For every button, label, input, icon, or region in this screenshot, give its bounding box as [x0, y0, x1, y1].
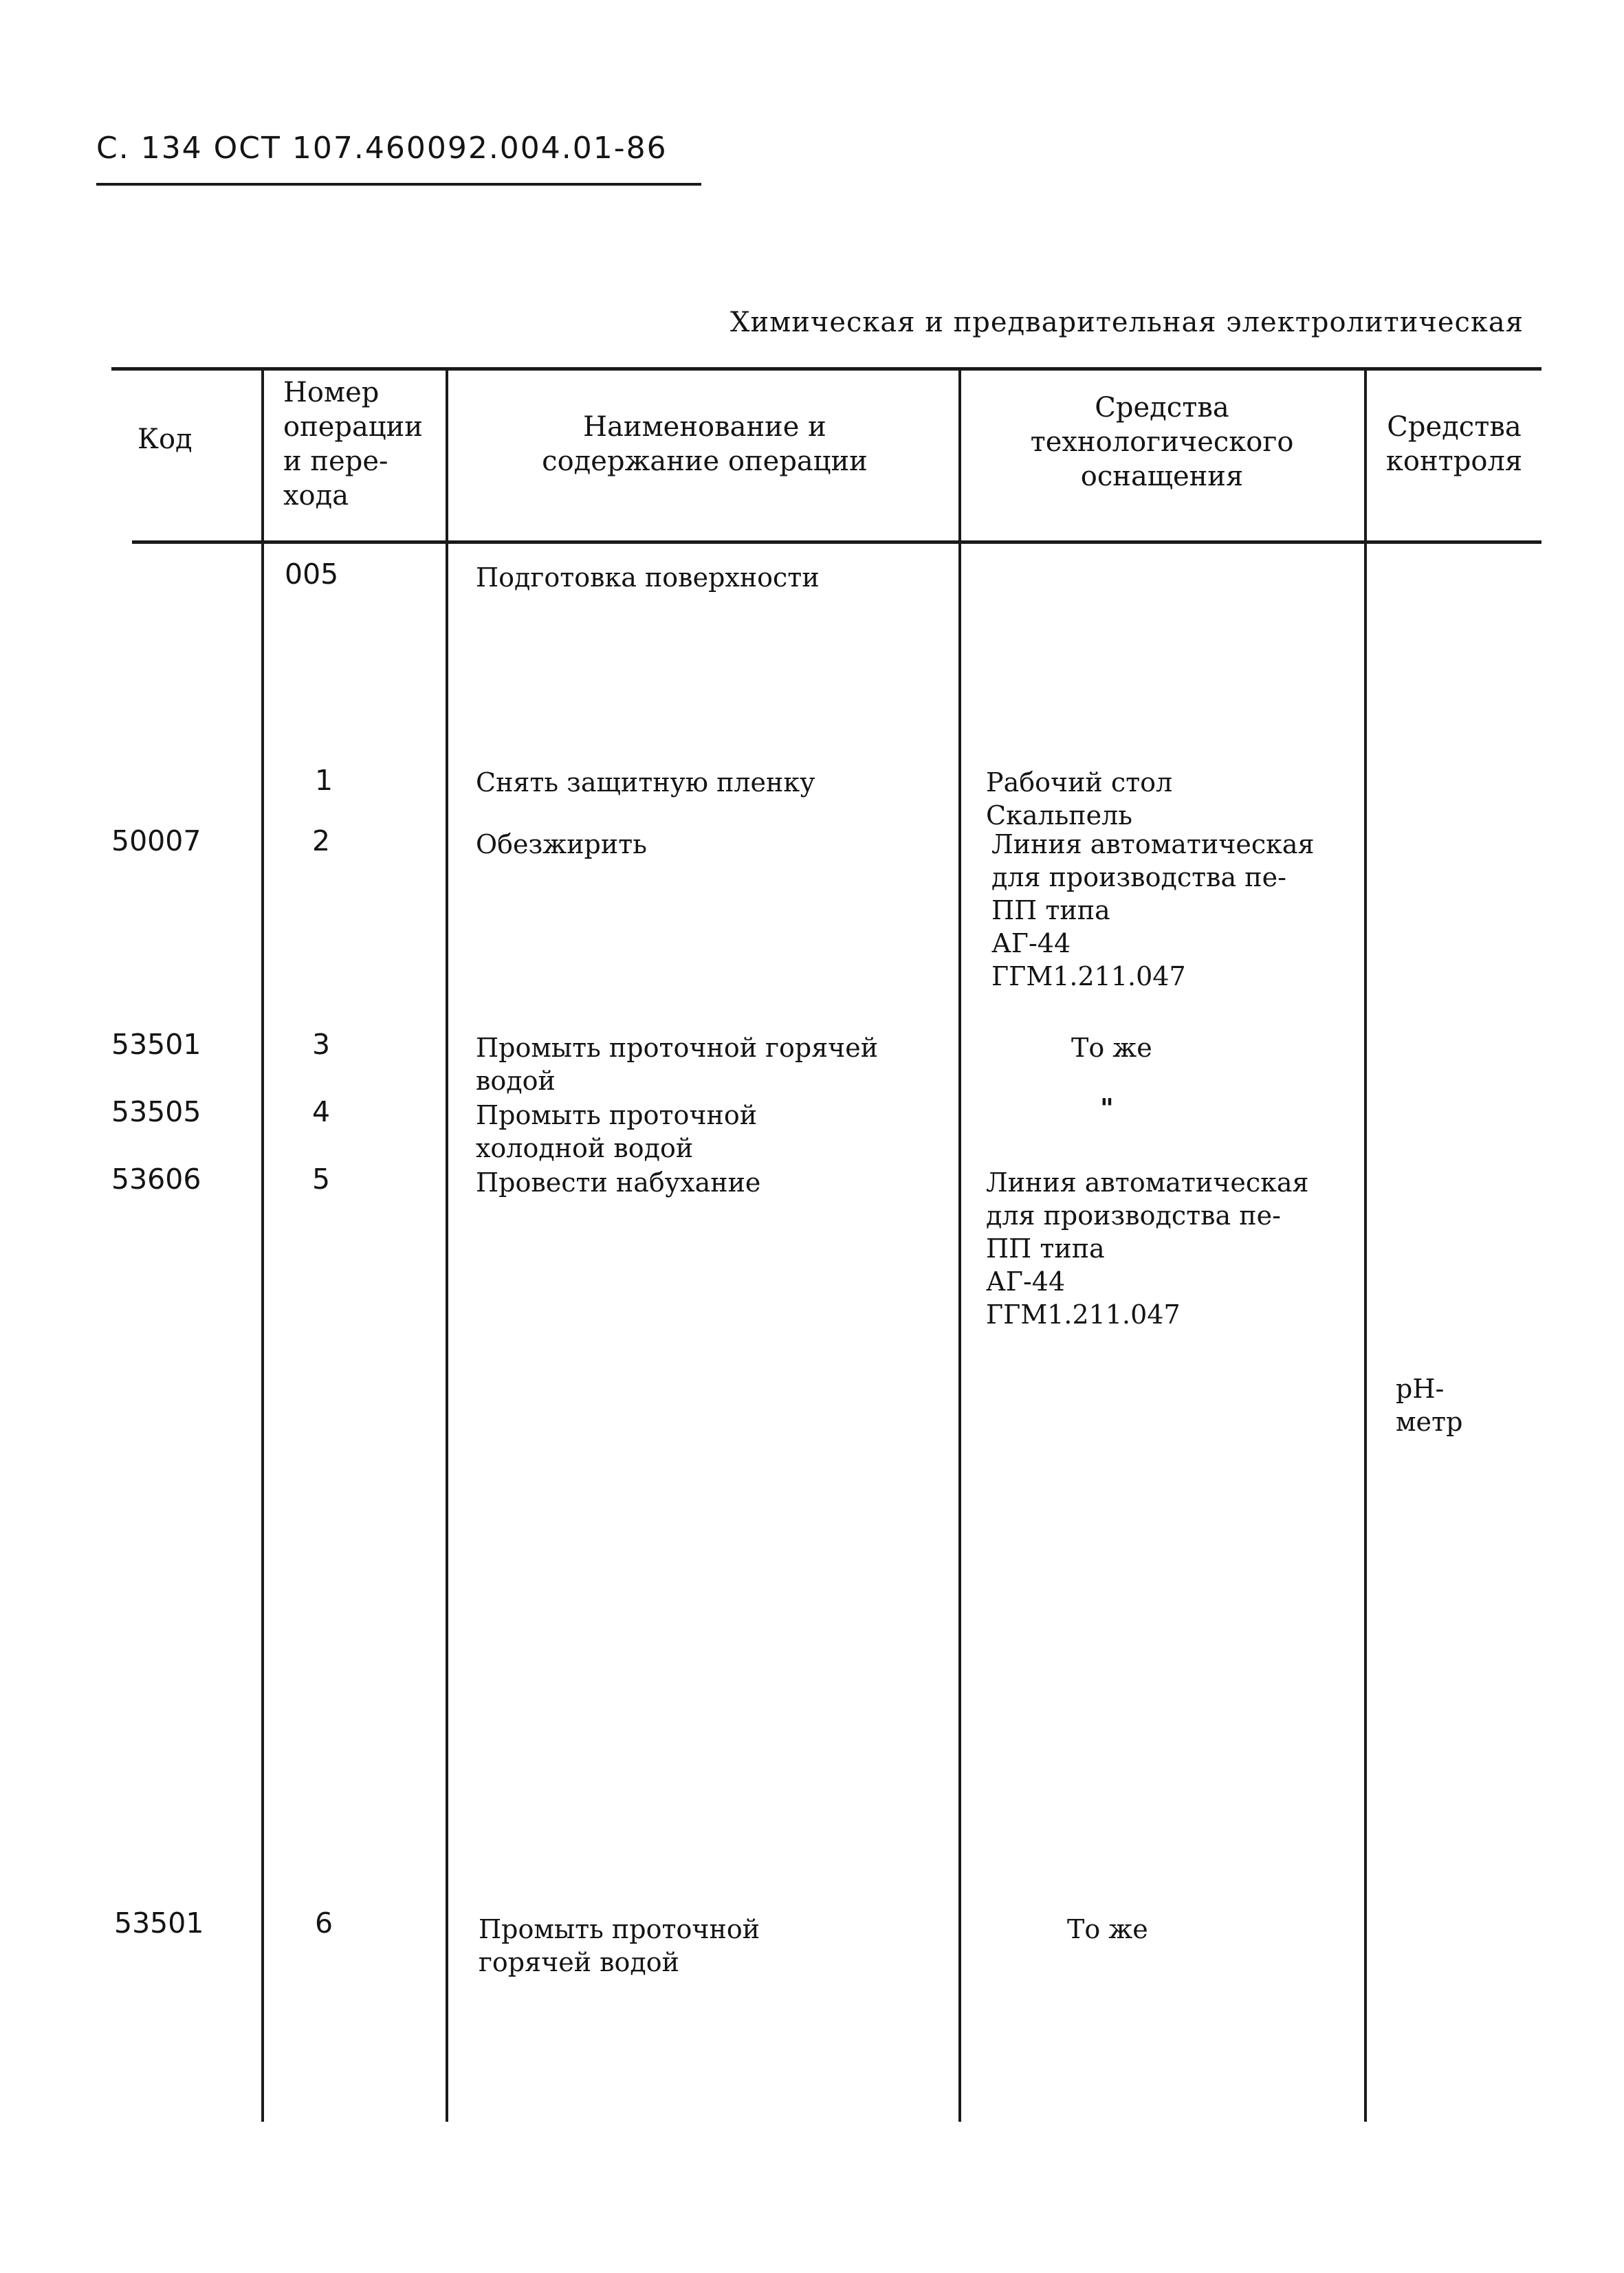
- row-operation-name: Провести набухание: [476, 1167, 761, 1198]
- row-control: pH- метр: [1396, 1374, 1463, 1437]
- row-operation-name: Снять защитную пленку: [476, 767, 815, 798]
- row-code: 53505: [111, 1095, 201, 1128]
- row-operation-name: Промыть проточной горячей водой: [479, 1914, 760, 1977]
- row-operation-number: 5: [312, 1163, 331, 1196]
- row-operation-name: Обезжирить: [476, 829, 647, 859]
- header-equipment: Средства технологического оснащения: [1030, 392, 1294, 492]
- header-control: Средства контроля: [1385, 411, 1523, 477]
- column-divider-4: [1364, 369, 1367, 2122]
- row-code: 53606: [111, 1163, 201, 1196]
- row-operation-name: Подготовка поверхности: [476, 562, 820, 593]
- header-operation-number: Номер операции и пере- хода: [283, 377, 423, 512]
- header-operation-name: Наименование и содержание операции: [542, 411, 868, 477]
- row-operation-number: 1: [315, 764, 333, 797]
- row-operation-number: 2: [312, 824, 331, 857]
- row-operation-name: Промыть проточной холодной водой: [476, 1100, 758, 1163]
- row-equipment: То же: [1071, 1033, 1152, 1063]
- page-header: С. 134 ОСТ 107.460092.004.01-86: [96, 131, 668, 166]
- section-title: Химическая и предварительная электролитическая: [730, 307, 1524, 338]
- row-equipment: Линия автоматическая для производства пе- ПП типа АГ-44 ГГМ1.211.047: [986, 1167, 1309, 1330]
- row-code: 50007: [111, 824, 201, 857]
- row-equipment: Линия автоматическая для производства пе- ПП типа АГ-44 ГГМ1.211.047: [991, 829, 1315, 991]
- table-header-bottom-rule: [132, 540, 1541, 544]
- row-code: 53501: [114, 1907, 204, 1940]
- row-operation-number: 005: [285, 558, 339, 591]
- header-code: Код: [138, 424, 193, 455]
- row-operation-name: Промыть проточной горячей водой: [476, 1033, 879, 1096]
- row-equipment: То же: [1067, 1914, 1148, 1944]
- row-code: 53501: [111, 1028, 201, 1061]
- row-equipment: Рабочий стол Скальпель: [986, 767, 1173, 831]
- row-equipment-ditto: ": [1100, 1092, 1114, 1123]
- column-divider-2: [446, 369, 448, 2122]
- page-header-underline: [96, 183, 701, 186]
- column-divider-1: [261, 369, 264, 2122]
- table-top-rule: [111, 367, 1541, 371]
- row-operation-number: 3: [312, 1028, 331, 1061]
- column-divider-3: [958, 369, 961, 2122]
- row-operation-number: 4: [312, 1095, 331, 1128]
- row-operation-number: 6: [315, 1907, 333, 1940]
